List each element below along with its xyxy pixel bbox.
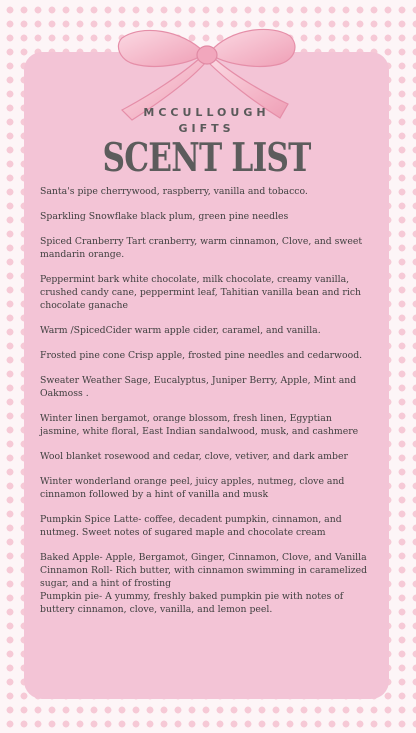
scent-item: Peppermint bark white chocolate, milk chocolate, creamy vanilla, crushed candy cane, peppermint leaf, Tahitian vanilla bean and rich chocolate ganache xyxy=(40,274,362,311)
scent-item: Spiced Cranberry Tart cranberry, warm cinnamon, Clove, and sweet mandarin orange. xyxy=(40,236,363,260)
scent-item: Pumpkin Spice Latte- coffee, decadent pumpkin, cinnamon, and nutmeg. Sweet notes of sugared maple and chocolate cream xyxy=(40,514,342,538)
scent-item: Baked Apple- Apple, Bergamot, Ginger, Cinnamon, Clove, and Vanilla xyxy=(40,552,367,563)
scent-item: Santa's pipe cherrywood, raspberry, vanilla and tobacco. xyxy=(40,186,308,197)
scent-item: Warm /SpicedCider warm apple cider, caramel, and vanilla. xyxy=(40,325,321,336)
brand-name-line1: MCCULLOUGH xyxy=(143,106,270,119)
scent-item: Frosted pine cone Crisp apple, frosted pine needles and cedarwood. xyxy=(40,350,363,361)
scent-list xyxy=(40,185,374,616)
scent-item: Sweater Weather Sage, Eucalyptus, Juniper Berry, Apple, Mint and Oakmoss . xyxy=(40,375,357,399)
scent-item: Wool blanket rosewood and cedar, clove, vetiver, and dark amber xyxy=(40,451,348,462)
scent-item: Cinnamon Roll- Rich butter, with cinnamon swimming in caramelized sugar, and a hint of frosting xyxy=(40,565,368,589)
brand-name-line2: GIFTS xyxy=(178,122,235,135)
page-title: SCENT LIST xyxy=(102,135,311,181)
scent-item: Winter wonderland orange peel, juicy apples, nutmeg, clove and cinnamon followed by a hint of vanilla and musk xyxy=(40,476,345,500)
scent-item: Pumpkin pie- A yummy, freshly baked pumpkin pie with notes of buttery cinnamon, clove, vanilla, and lemon peel. xyxy=(40,591,344,615)
scent-item: Winter linen bergamot, orange blossom, fresh linen, Egyptian jasmine, white floral, East Indian sandalwood, musk, and cashmere xyxy=(40,413,359,437)
scent-item: Sparkling Snowflake black plum, green pine needles xyxy=(40,211,289,222)
